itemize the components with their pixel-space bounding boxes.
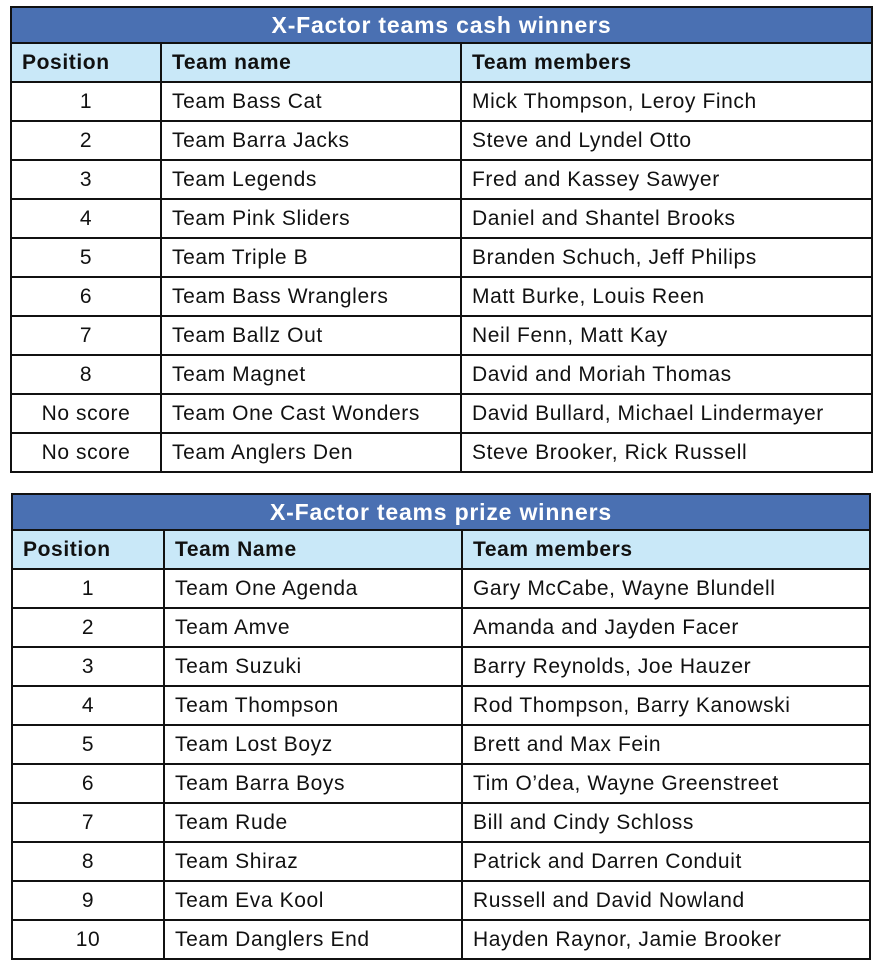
position-cell: 7	[11, 316, 161, 355]
position-cell: 7	[12, 803, 164, 842]
team-name-cell: Team Rude	[164, 803, 462, 842]
position-cell: 5	[12, 725, 164, 764]
column-header-team-members: Team members	[462, 530, 870, 569]
team-members-cell: David and Moriah Thomas	[461, 355, 872, 394]
table-row	[11, 121, 872, 160]
team-name-cell: Team Amve	[164, 608, 462, 647]
team-name-cell: Team Legends	[161, 160, 461, 199]
table-row	[12, 725, 870, 764]
team-name-cell: Team Ballz Out	[161, 316, 461, 355]
team-name-cell: Team Pink Sliders	[161, 199, 461, 238]
position-cell: 1	[12, 569, 164, 608]
position-cell: 3	[12, 647, 164, 686]
team-members-cell: Bill and Cindy Schloss	[462, 803, 870, 842]
table-row	[11, 316, 872, 355]
team-members-cell: Neil Fenn, Matt Kay	[461, 316, 872, 355]
position-cell: 6	[12, 764, 164, 803]
team-members-cell: Steve and Lyndel Otto	[461, 121, 872, 160]
team-name-cell: Team Shiraz	[164, 842, 462, 881]
table-row	[12, 920, 870, 959]
team-name-cell: Team Suzuki	[164, 647, 462, 686]
position-cell: 6	[11, 277, 161, 316]
column-header-position: Position	[12, 530, 164, 569]
table-row	[11, 394, 872, 433]
cash-table-header-row	[11, 43, 872, 82]
table-row	[11, 277, 872, 316]
team-name-cell: Team Danglers End	[164, 920, 462, 959]
team-members-cell: Rod Thompson, Barry Kanowski	[462, 686, 870, 725]
position-cell: 2	[11, 121, 161, 160]
team-members-cell: Steve Brooker, Rick Russell	[461, 433, 872, 472]
team-members-cell: Barry Reynolds, Joe Hauzer	[462, 647, 870, 686]
team-name-cell: Team Triple B	[161, 238, 461, 277]
team-members-cell: Patrick and Darren Conduit	[462, 842, 870, 881]
team-name-cell: Team Thompson	[164, 686, 462, 725]
position-cell: 10	[12, 920, 164, 959]
table-row	[12, 686, 870, 725]
position-cell: No score	[11, 394, 161, 433]
team-members-cell: Tim O’dea, Wayne Greenstreet	[462, 764, 870, 803]
team-name-cell: Team One Agenda	[164, 569, 462, 608]
prize-winners-table	[11, 493, 871, 960]
column-header-team-name: Team name	[161, 43, 461, 82]
position-cell: 4	[11, 199, 161, 238]
cash-table-title: X-Factor teams cash winners	[11, 7, 872, 43]
team-name-cell: Team Barra Jacks	[161, 121, 461, 160]
table-row	[11, 355, 872, 394]
team-members-cell: Russell and David Nowland	[462, 881, 870, 920]
position-cell: 9	[12, 881, 164, 920]
cash-winners-table	[10, 6, 873, 473]
table-row	[11, 160, 872, 199]
position-cell: 2	[12, 608, 164, 647]
prize-table-header-row	[12, 530, 870, 569]
team-name-cell: Team Magnet	[161, 355, 461, 394]
team-members-cell: Branden Schuch, Jeff Philips	[461, 238, 872, 277]
team-members-cell: David Bullard, Michael Lindermayer	[461, 394, 872, 433]
table-row	[12, 608, 870, 647]
column-header-team-name: Team Name	[164, 530, 462, 569]
table-row	[11, 433, 872, 472]
team-members-cell: Mick Thompson, Leroy Finch	[461, 82, 872, 121]
team-name-cell: Team Eva Kool	[164, 881, 462, 920]
team-members-cell: Hayden Raynor, Jamie Brooker	[462, 920, 870, 959]
table-row	[12, 881, 870, 920]
team-name-cell: Team One Cast Wonders	[161, 394, 461, 433]
table-row	[11, 199, 872, 238]
position-cell: 1	[11, 82, 161, 121]
team-name-cell: Team Anglers Den	[161, 433, 461, 472]
column-header-team-members: Team members	[461, 43, 872, 82]
position-cell: 3	[11, 160, 161, 199]
team-name-cell: Team Bass Wranglers	[161, 277, 461, 316]
position-cell: No score	[11, 433, 161, 472]
position-cell: 8	[11, 355, 161, 394]
team-members-cell: Brett and Max Fein	[462, 725, 870, 764]
team-members-cell: Fred and Kassey Sawyer	[461, 160, 872, 199]
table-row	[12, 842, 870, 881]
team-name-cell: Team Bass Cat	[161, 82, 461, 121]
table-row	[12, 569, 870, 608]
table-row	[12, 647, 870, 686]
column-header-position: Position	[11, 43, 161, 82]
table-row	[11, 238, 872, 277]
table-row	[11, 82, 872, 121]
team-members-cell: Amanda and Jayden Facer	[462, 608, 870, 647]
position-cell: 8	[12, 842, 164, 881]
team-members-cell: Daniel and Shantel Brooks	[461, 199, 872, 238]
table-row	[12, 803, 870, 842]
position-cell: 4	[12, 686, 164, 725]
position-cell: 5	[11, 238, 161, 277]
team-name-cell: Team Barra Boys	[164, 764, 462, 803]
team-name-cell: Team Lost Boyz	[164, 725, 462, 764]
table-row	[12, 764, 870, 803]
prize-table-title: X-Factor teams prize winners	[12, 494, 870, 530]
team-members-cell: Matt Burke, Louis Reen	[461, 277, 872, 316]
team-members-cell: Gary McCabe, Wayne Blundell	[462, 569, 870, 608]
